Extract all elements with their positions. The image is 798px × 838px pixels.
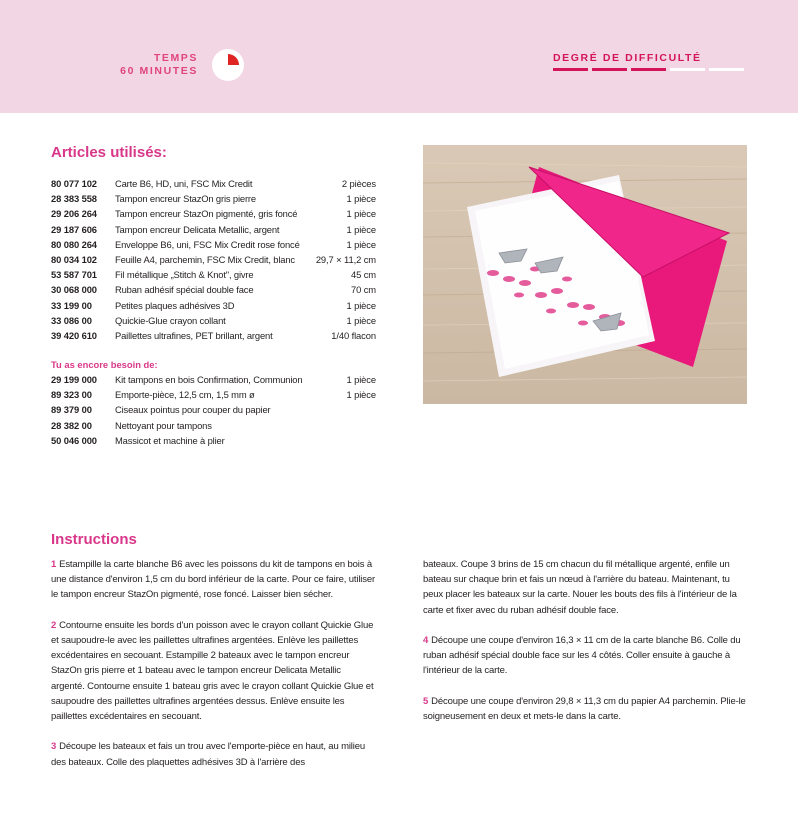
list-item — [51, 191, 376, 206]
item-description: Fil métallique „Stitch & Knot", givre — [115, 269, 254, 281]
item-description: Enveloppe B6, uni, FSC Mix Credit rose foncé — [115, 238, 300, 250]
instructions-column-right — [423, 557, 748, 739]
step-text: bateaux. Coupe 3 brins de 15 cm chacun du fil métallique argenté, enfile un bateau sur chaque brin et fais un nœud à l'arrière du bateau. Maintenant, tu peux placer les bateaux sur la carte. Nouer les bouts des fils à l'intérieur de la carte et fixer avec du ruban adhésif double face. — [423, 559, 737, 616]
item-description: Ciseaux pointus pour couper du papier — [115, 404, 271, 416]
header-band — [0, 0, 798, 113]
item-quantity: 1 pièce — [346, 208, 376, 220]
item-description: Paillettes ultrafines, PET brillant, argent — [115, 329, 273, 341]
instructions-title: Instructions — [51, 531, 137, 548]
item-quantity: 70 cm — [350, 284, 376, 296]
item-description: Feuille A4, parchemin, FSC Mix Credit, blanc — [115, 253, 295, 265]
instruction-step — [51, 557, 376, 603]
item-number: 33 199 00 — [51, 299, 92, 311]
list-item — [51, 313, 376, 328]
time-value: 60 MINUTES — [120, 65, 198, 77]
clock-icon — [212, 49, 244, 81]
item-quantity — [346, 433, 376, 448]
item-number: 29 199 000 — [51, 374, 97, 385]
item-description: Tampon encreur StazOn gris pierre — [115, 193, 256, 205]
item-number: 39 420 610 — [51, 329, 97, 341]
item-quantity: 1 pièce — [346, 374, 376, 385]
instruction-step — [423, 557, 748, 618]
step-text: Estampille la carte blanche B6 avec les poissons du kit de tampons en bois à une distance d'environ 1,5 cm du bord inférieur de la carte. Pour ce faire, utiliser le tampon encreur StazOn pigmenté, rose foncé. Laisser bien sécher. — [51, 559, 376, 601]
item-number: 50 046 000 — [51, 434, 97, 446]
step-text: Contourne ensuite les bords d'un poisson avec le crayon collant Quickie Glue et saupoudre-le avec les paillettes ultrafines argentées. Enlève les paillettes excédentaires en secouant. Estampille 2 bateaux avec le tampon encreur StazOn gris pierre et 1 bateau avec le tampon encreur Delicata Metallic argenté. Contourne ensuite 1 bateau gris avec le crayon collant Quickie Glue et saupoudre des paillettes ultrafines argentées dessus. Enlève ensuite les paillettes excédentaires en secouant. — [51, 619, 374, 723]
difficulty-bar — [631, 68, 666, 71]
item-number: 28 383 558 — [51, 193, 97, 205]
list-item — [51, 176, 376, 191]
list-item — [51, 387, 376, 402]
instruction-step — [423, 633, 748, 679]
list-item — [51, 267, 376, 282]
step-number: 4 — [423, 635, 429, 646]
difficulty-label: DEGRÉ DE DIFFICULTÉ — [553, 52, 702, 64]
step-text: Découpe une coupe d'environ 16,3 × 11 cm de la carte blanche B6. Colle du ruban adhésif spécial double face sur les 4 côtés. Coller ensuite à gauche à l'intérieur de la carte. — [423, 635, 741, 677]
item-description: Nettoyant pour tampons — [115, 419, 212, 431]
list-item — [51, 252, 376, 267]
instruction-step — [423, 694, 748, 724]
item-quantity: 1 pièce — [346, 299, 376, 311]
item-description: Carte B6, HD, uni, FSC Mix Credit — [115, 178, 253, 189]
step-number: 3 — [51, 741, 57, 753]
item-number: 80 080 264 — [51, 238, 97, 250]
item-description: Tampon encreur StazOn pigmenté, gris foncé — [115, 208, 298, 220]
item-description: Quickie-Glue crayon collant — [115, 314, 226, 326]
step-number: 1 — [51, 559, 57, 570]
list-item — [51, 237, 376, 252]
articles-title: Articles utilisés: — [51, 144, 167, 161]
list-item — [51, 418, 376, 433]
list-item — [51, 402, 376, 417]
list-item — [51, 222, 376, 237]
item-quantity: 1 pièce — [346, 389, 376, 401]
difficulty-bar — [553, 68, 588, 71]
also-needed-list — [51, 372, 376, 448]
project-photo — [423, 145, 747, 404]
item-quantity — [346, 418, 376, 433]
item-quantity: 1 pièce — [346, 314, 376, 326]
item-number: 29 206 264 — [51, 208, 97, 220]
item-description: Kit tampons en bois Confirmation, Communion — [115, 374, 303, 385]
item-description: Ruban adhésif spécial double face — [115, 284, 254, 296]
instructions-column-left — [51, 557, 376, 785]
item-quantity: 1 pièce — [346, 238, 376, 250]
item-number: 28 382 00 — [51, 419, 92, 431]
item-description: Petites plaques adhésives 3D — [115, 299, 235, 311]
item-number: 29 187 606 — [51, 223, 97, 235]
step-number: 5 — [423, 695, 429, 707]
item-number: 89 323 00 — [51, 389, 92, 401]
item-number: 30 068 000 — [51, 284, 97, 296]
item-quantity: 1 pièce — [346, 223, 376, 235]
item-quantity — [346, 402, 376, 417]
list-item — [51, 433, 376, 448]
list-item — [51, 372, 376, 387]
item-number: 80 034 102 — [51, 253, 97, 265]
time-label: TEMPS — [153, 52, 198, 64]
item-number: 53 587 701 — [51, 269, 97, 281]
difficulty-bar — [592, 68, 627, 71]
item-number: 33 086 00 — [51, 314, 92, 326]
time-block — [112, 52, 198, 78]
instruction-step — [51, 739, 376, 769]
list-item — [51, 328, 376, 343]
difficulty-bar — [670, 68, 705, 71]
articles-list — [51, 176, 376, 343]
item-quantity: 2 pièces — [341, 178, 376, 189]
step-text: Découpe les bateaux et fais un trou avec l'emporte-pièce en haut, au milieu des bateaux. Colle des plaquettes adhésives 3D à l'arrière des — [51, 741, 365, 768]
list-item — [51, 206, 376, 221]
difficulty-bar — [709, 68, 744, 71]
item-description: Tampon encreur Delicata Metallic, argent — [115, 223, 280, 235]
item-number: 80 077 102 — [51, 178, 97, 189]
list-item — [51, 298, 376, 313]
item-quantity: 45 cm — [350, 269, 376, 281]
item-quantity: 1 pièce — [346, 193, 376, 205]
item-description: Emporte-pièce, 12,5 cm, 1,5 mm ø — [115, 389, 255, 401]
instruction-step — [51, 618, 376, 724]
item-quantity: 29,7 × 11,2 cm — [315, 253, 376, 265]
difficulty-meter — [553, 68, 744, 71]
also-needed-title: Tu as encore besoin de: — [51, 359, 158, 370]
step-number: 2 — [51, 619, 57, 631]
step-text: Découpe une coupe d'environ 29,8 × 11,3 cm du papier A4 parchemin. Plie-le soigneusement en deux et mets-le dans la carte. — [423, 695, 746, 722]
item-quantity: 1/40 flacon — [331, 329, 376, 341]
item-number: 89 379 00 — [51, 404, 92, 416]
list-item — [51, 282, 376, 297]
item-description: Massicot et machine à plier — [115, 434, 225, 446]
